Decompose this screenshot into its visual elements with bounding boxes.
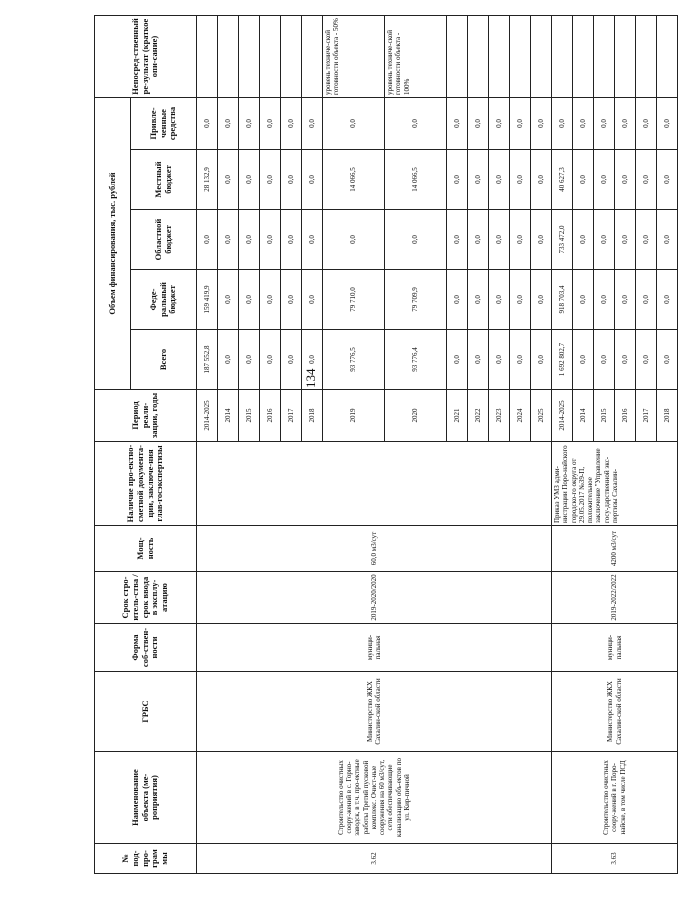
row-attracted: 0,0: [510, 98, 531, 150]
header-result: Непосред-ственный ре-зультат (краткое опи-сание): [95, 16, 197, 98]
row-total: 0,0: [657, 330, 678, 390]
finance-table: [94, 15, 678, 874]
row-federal: 0,0: [531, 270, 552, 330]
object-number: 3.62: [197, 844, 552, 874]
row-regional: 0,0: [281, 210, 302, 270]
row-regional: 0,0: [239, 210, 260, 270]
row-attracted: 0,0: [531, 98, 552, 150]
row-local: 0,0: [468, 150, 489, 210]
row-total: 0,0: [447, 330, 468, 390]
row-year: 2017: [636, 390, 657, 442]
row-result: [615, 16, 636, 98]
row-federal: 0,0: [281, 270, 302, 330]
row-total: 93 776,4: [385, 330, 447, 390]
row-federal: 79 709,9: [385, 270, 447, 330]
object-name: Строительство очистных соору-жений в г. Порo-найске, в том числе ПСД: [552, 752, 678, 844]
header-local: Местный бюджет: [131, 150, 197, 210]
row-regional: 0,0: [218, 210, 239, 270]
finance-table-rotated: [94, 16, 671, 874]
row-total: 0,0: [636, 330, 657, 390]
object-ownership: муници-пальная: [552, 624, 678, 672]
row-attracted: 0,0: [657, 98, 678, 150]
row-local: 0,0: [531, 150, 552, 210]
row-total: 1 692 802,7: [552, 330, 573, 390]
row-year: 2024: [510, 390, 531, 442]
row-year: 2015: [239, 390, 260, 442]
header-regional: Областной бюджет: [131, 210, 197, 270]
row-result: [510, 16, 531, 98]
row-total: 0,0: [281, 330, 302, 390]
object-capacity: 4200 м3/сут: [552, 526, 678, 572]
row-federal: 0,0: [657, 270, 678, 330]
header-total: Всего: [131, 330, 197, 390]
row-attracted: 0,0: [302, 98, 323, 150]
row-attracted: 0,0: [489, 98, 510, 150]
row-attracted: 0,0: [260, 98, 281, 150]
row-regional: 0,0: [615, 210, 636, 270]
row-year: 2014: [218, 390, 239, 442]
row-total: 0,0: [218, 330, 239, 390]
row-result: [552, 16, 573, 98]
row-attracted: 0,0: [197, 98, 218, 150]
row-year: 2015: [594, 390, 615, 442]
row-year: 2014-2025: [552, 390, 573, 442]
row-result: [197, 16, 218, 98]
header-no: № под-про-грам мы: [95, 844, 197, 874]
row-local: 0,0: [218, 150, 239, 210]
row-local: 14 066,5: [385, 150, 447, 210]
row-regional: 0,0: [657, 210, 678, 270]
row-total: 0,0: [510, 330, 531, 390]
row-federal: 0,0: [615, 270, 636, 330]
row-total: 0,0: [531, 330, 552, 390]
row-total: 0,0: [239, 330, 260, 390]
row-federal: 918 703,4: [552, 270, 573, 330]
row-result: [447, 16, 468, 98]
row-result: [573, 16, 594, 98]
header-federal: Феде-ральный бюджет: [131, 270, 197, 330]
table-row: [552, 16, 573, 874]
row-result: уровень техниче-ской готовности объекта - 50%: [323, 16, 385, 98]
table-row: [197, 16, 218, 874]
row-result: [302, 16, 323, 98]
header-docs: Наличие про-ектно-сметной документа-ции, заключе-ния глав-госэкспертизы: [95, 442, 197, 526]
row-year: 2019: [323, 390, 385, 442]
row-regional: 0,0: [594, 210, 615, 270]
row-year: 2016: [615, 390, 636, 442]
row-year: 2018: [302, 390, 323, 442]
row-result: [531, 16, 552, 98]
row-local: 0,0: [636, 150, 657, 210]
row-federal: 0,0: [302, 270, 323, 330]
row-result: [218, 16, 239, 98]
row-attracted: 0,0: [385, 98, 447, 150]
header-ownership: Форма соб-ствен-ности: [95, 624, 197, 672]
row-federal: 0,0: [260, 270, 281, 330]
row-result: [636, 16, 657, 98]
row-local: 0,0: [657, 150, 678, 210]
row-year: 2014-2025: [197, 390, 218, 442]
row-regional: 733 472,0: [552, 210, 573, 270]
row-total: 0,0: [302, 330, 323, 390]
row-total: 187 552,8: [197, 330, 218, 390]
row-year: 2017: [281, 390, 302, 442]
row-federal: 0,0: [218, 270, 239, 330]
row-attracted: 0,0: [573, 98, 594, 150]
row-regional: 0,0: [510, 210, 531, 270]
row-attracted: 0,0: [447, 98, 468, 150]
row-federal: 0,0: [573, 270, 594, 330]
object-period: 2019-2022/2022: [552, 572, 678, 624]
row-regional: 0,0: [260, 210, 281, 270]
row-federal: 159 419,9: [197, 270, 218, 330]
row-result: [281, 16, 302, 98]
row-local: 0,0: [239, 150, 260, 210]
row-total: 0,0: [489, 330, 510, 390]
object-grbs: Министерство ЖКХ Сахалин-ской области: [197, 672, 552, 752]
object-docs: [197, 442, 552, 526]
row-year: 2025: [531, 390, 552, 442]
row-local: 0,0: [302, 150, 323, 210]
row-regional: 0,0: [447, 210, 468, 270]
row-attracted: 0,0: [636, 98, 657, 150]
row-federal: 0,0: [510, 270, 531, 330]
row-attracted: 0,0: [594, 98, 615, 150]
row-local: 0,0: [447, 150, 468, 210]
table-body: [197, 16, 678, 874]
header-build-period: Срок стро-итель-ства / срок ввода в эксплу-атацию: [95, 572, 197, 624]
row-attracted: 0,0: [323, 98, 385, 150]
object-number: 3.63: [552, 844, 678, 874]
row-attracted: 0,0: [218, 98, 239, 150]
row-total: 0,0: [260, 330, 281, 390]
row-year: 2021: [447, 390, 468, 442]
header-name: Наименование объекта (ме-роприятия): [95, 752, 197, 844]
row-year: 2014: [573, 390, 594, 442]
row-regional: 0,0: [385, 210, 447, 270]
row-local: 14 066,5: [323, 150, 385, 210]
row-regional: 0,0: [531, 210, 552, 270]
header-attracted: Привле-ченные средства: [131, 98, 197, 150]
row-attracted: 0,0: [615, 98, 636, 150]
row-federal: 0,0: [447, 270, 468, 330]
row-result: [594, 16, 615, 98]
object-ownership: муници-пальная: [197, 624, 552, 672]
row-regional: 0,0: [302, 210, 323, 270]
header-capacity: Мощ-ность: [95, 526, 197, 572]
header-finance-group: Объем финансирования, тыс. рублей: [95, 98, 131, 390]
object-name: Строительство очистных соору-жений в с. Горно-заводск, в т.ч. про-ектные работы Третий пусковой комплекс. Очист-ные сооружения на 60 м3/сут, сети обеспечивающие канализацию объ-ектов по ул. Кир-пичной: [197, 752, 552, 844]
row-local: 40 627,3: [552, 150, 573, 210]
header-impl-period: Период реали-зации, годы: [95, 390, 197, 442]
row-federal: 0,0: [489, 270, 510, 330]
row-local: 0,0: [489, 150, 510, 210]
row-local: 0,0: [573, 150, 594, 210]
row-regional: 0,0: [573, 210, 594, 270]
row-result: [239, 16, 260, 98]
row-total: 0,0: [468, 330, 489, 390]
row-attracted: 0,0: [552, 98, 573, 150]
row-local: 0,0: [260, 150, 281, 210]
row-total: 0,0: [594, 330, 615, 390]
row-local: 0,0: [281, 150, 302, 210]
row-year: 2020: [385, 390, 447, 442]
row-regional: 0,0: [468, 210, 489, 270]
row-attracted: 0,0: [239, 98, 260, 150]
row-federal: 0,0: [636, 270, 657, 330]
row-attracted: 0,0: [281, 98, 302, 150]
row-year: 2023: [489, 390, 510, 442]
row-result: [260, 16, 281, 98]
row-local: 0,0: [615, 150, 636, 210]
object-capacity: 60,0 м3/сут: [197, 526, 552, 572]
page-number: 134: [303, 368, 318, 388]
row-year: 2016: [260, 390, 281, 442]
row-regional: 0,0: [489, 210, 510, 270]
row-year: 2022: [468, 390, 489, 442]
object-grbs: Министерство ЖКХ Сахалин-ской области: [552, 672, 678, 752]
row-total: 0,0: [615, 330, 636, 390]
row-result: [468, 16, 489, 98]
row-attracted: 0,0: [468, 98, 489, 150]
row-local: 0,0: [594, 150, 615, 210]
row-federal: 79 710,0: [323, 270, 385, 330]
row-year: 2018: [657, 390, 678, 442]
row-regional: 0,0: [323, 210, 385, 270]
row-result: уровень техниче-ской готовности объекта - 100%: [385, 16, 447, 98]
row-federal: 0,0: [594, 270, 615, 330]
row-result: [657, 16, 678, 98]
row-total: 93 776,5: [323, 330, 385, 390]
header-grbs: ГРБС: [95, 672, 197, 752]
row-local: 0,0: [510, 150, 531, 210]
row-federal: 0,0: [468, 270, 489, 330]
object-docs: Приказ УМЗ адми-нистрации Поро-найского городско-го округа от 29.05.2017 №39-П, положительное заключение "Управление госу-дарственной экс-пертизы Сахалин-: [552, 442, 678, 526]
row-local: 28 132,9: [197, 150, 218, 210]
row-regional: 0,0: [636, 210, 657, 270]
row-result: [489, 16, 510, 98]
row-regional: 0,0: [197, 210, 218, 270]
row-federal: 0,0: [239, 270, 260, 330]
row-total: 0,0: [573, 330, 594, 390]
object-period: 2019-2020/2020: [197, 572, 552, 624]
